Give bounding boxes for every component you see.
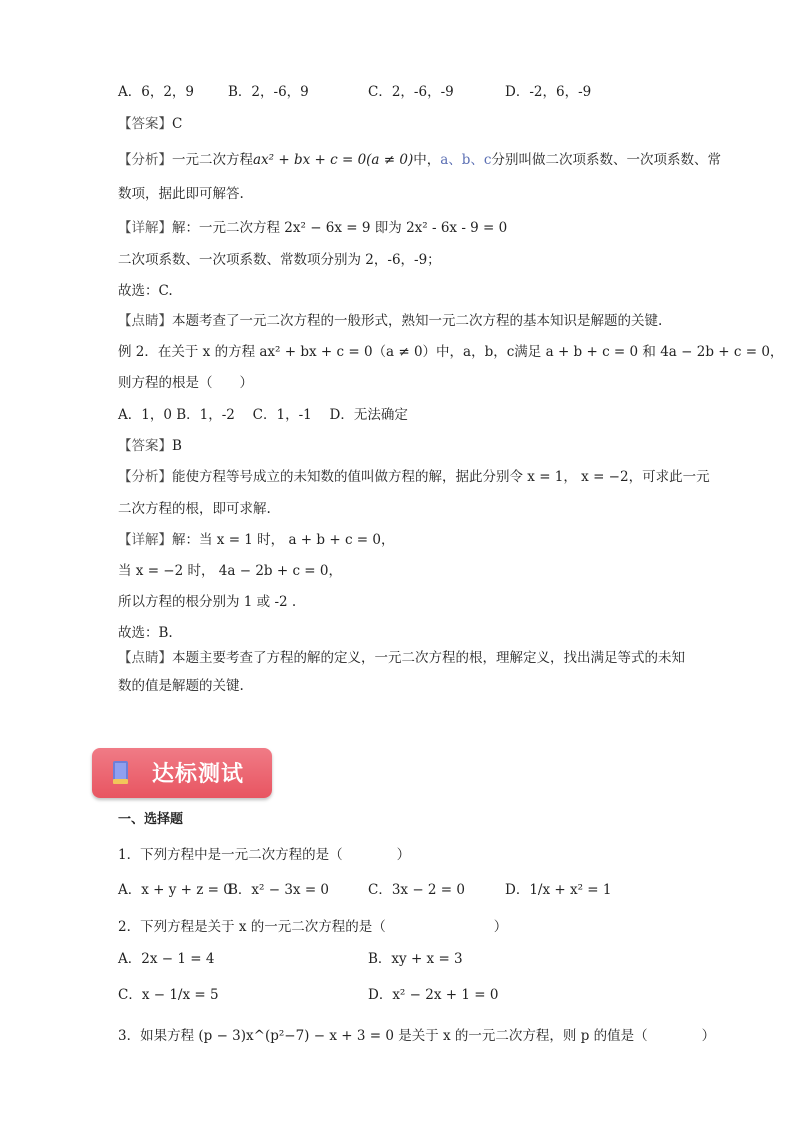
q2-option-d: D．x² − 2x + 1 = 0 xyxy=(368,987,499,1003)
ex2-detail-line3: 所以方程的根分别为 1 或 -2 . xyxy=(118,594,297,610)
q1-stem: 1．下列方程中是一元二次方程的是（ ） xyxy=(118,847,411,863)
ex2-options: A．1，0 B．1，-2 C．1，-1 D．无法确定 xyxy=(118,407,408,423)
answer-label: 【答案】 xyxy=(118,438,172,454)
detail-label: 【详解】 xyxy=(118,220,172,236)
comment-text: 本题考查了一元二次方程的一般形式，熟知一元二次方程的基本知识是解题的关键. xyxy=(172,313,663,329)
book-icon xyxy=(112,760,130,786)
q2-stem: 2．下列方程是关于 x 的一元二次方程的是（ ） xyxy=(118,919,508,935)
q1-option-c: C．3x − 2 = 0 xyxy=(368,882,465,898)
analysis-label: 【分析】 xyxy=(118,152,172,168)
analysis-text: 能使方程等号成立的未知数的值叫做方程的解，据此分别令 x = 1， x = −2，可求此一元 xyxy=(172,469,710,485)
ex2-question-line1: 例 2．在关于 x 的方程 ax² + bx + c = 0（a ≠ 0）中，a，b，c满足 a + b + c = 0 和 4a − 2b + c = 0， xyxy=(118,344,784,360)
analysis-equation: ax² + bx + c = 0(a ≠ 0) xyxy=(253,152,414,168)
comment-label: 【点睛】 xyxy=(118,650,172,666)
ex1-analysis-line1 xyxy=(118,150,721,170)
detail-label: 【详解】 xyxy=(118,532,172,548)
detail-text: 解：当 x = 1 时， a + b + c = 0， xyxy=(172,532,395,548)
ex1-comment xyxy=(118,311,662,331)
q2-option-a: A．2x − 1 = 4 xyxy=(118,951,215,967)
q3-stem: 3．如果方程 (p − 3)x^(p²−7) − x + 3 = 0 是关于 x 的一元二次方程，则 p 的值是（ ） xyxy=(118,1028,716,1044)
coefficient-letters: a、b、c xyxy=(440,152,492,168)
comment-text: 本题主要考查了方程的解的定义，一元二次方程的根，理解定义，找出满足等式的未知 xyxy=(172,650,685,666)
ex2-detail-line1 xyxy=(118,530,395,550)
comment-label: 【点睛】 xyxy=(118,313,172,329)
prev-option-a: A．6，2，9 xyxy=(118,84,195,100)
ex2-question-line2: 则方程的根是（ ） xyxy=(118,375,253,391)
analysis-text: 分别叫做二次项系数、一次项系数、常 xyxy=(491,152,721,168)
ex2-comment-line2: 数的值是解题的关键. xyxy=(118,678,244,694)
analysis-text: 一元二次方程 xyxy=(172,152,253,168)
ex1-conclusion: 故选：C. xyxy=(118,283,173,299)
ex2-conclusion: 故选：B. xyxy=(118,625,173,641)
prev-option-d: D．-2，6，-9 xyxy=(505,84,592,100)
ex1-detail-line2: 二次项系数、一次项系数、常数项分别为 2，-6，-9； xyxy=(118,252,441,268)
ex2-detail-line2: 当 x = −2 时， 4a − 2b + c = 0， xyxy=(118,563,342,579)
answer-value: B xyxy=(172,438,182,454)
q1-option-d: D．1/x + x² = 1 xyxy=(505,882,612,898)
section-title: 一、选择题 xyxy=(118,812,184,827)
analysis-text: 中， xyxy=(413,152,441,168)
section-banner xyxy=(92,748,272,798)
ex1-analysis-line2: 数项，据此即可解答. xyxy=(118,186,244,202)
answer-label: 【答案】 xyxy=(118,116,172,132)
ex1-answer xyxy=(118,114,182,134)
q1-option-b: B．x² − 3x = 0 xyxy=(228,882,330,898)
ex2-analysis-line1 xyxy=(118,467,710,487)
q2-option-c: C．x − 1/x = 5 xyxy=(118,987,219,1003)
q1-option-a: A．x + y + z = 0 xyxy=(118,882,232,898)
answer-value: C xyxy=(172,116,183,132)
prev-option-c: C．2，-6，-9 xyxy=(368,84,454,100)
q2-option-b: B．xy + x = 3 xyxy=(368,951,463,967)
detail-text: 解：一元二次方程 2x² − 6x = 9 即为 2x² - 6x - 9 = 0 xyxy=(172,220,508,236)
prev-option-b: B．2，-6，9 xyxy=(228,84,309,100)
ex2-answer xyxy=(118,436,182,456)
ex2-comment-line1 xyxy=(118,648,685,668)
ex2-analysis-line2: 二次方程的根，即可求解. xyxy=(118,501,271,517)
banner-title: 达标测试 xyxy=(152,762,245,787)
analysis-label: 【分析】 xyxy=(118,469,172,485)
ex1-detail-line1 xyxy=(118,218,507,238)
